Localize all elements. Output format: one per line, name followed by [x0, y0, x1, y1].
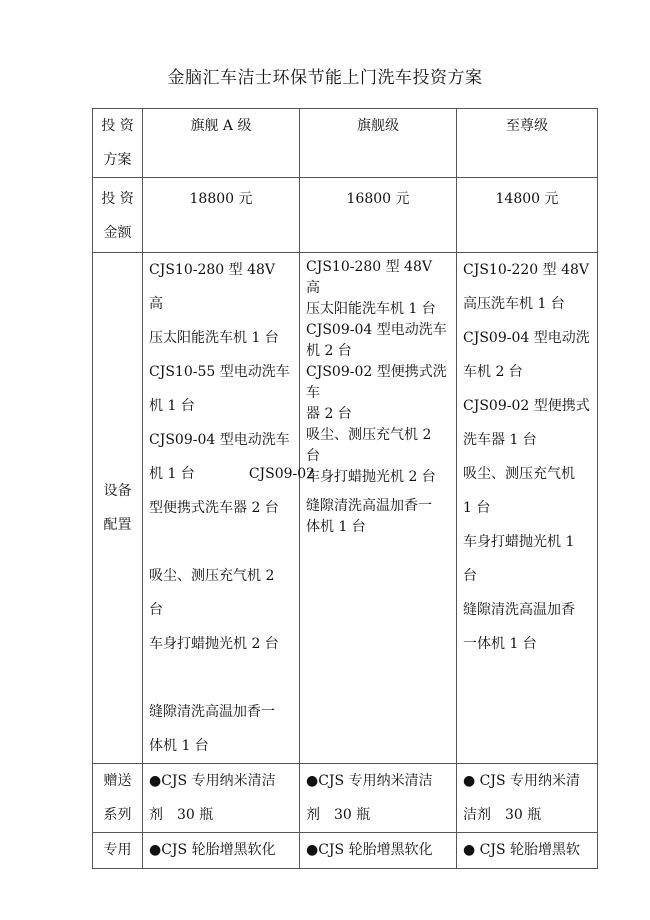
- row-header-amount: [93, 178, 143, 253]
- equipment-line: CJS09-02 型便携式: [463, 398, 590, 414]
- equipment-line: 吸尘、测压充气机 2: [306, 427, 432, 443]
- spacer: [306, 488, 450, 496]
- equipment-line: 吸尘、测压充气机 2: [149, 568, 275, 584]
- row-label-equipment: 设备 配置: [103, 483, 132, 533]
- table-row-gift: [93, 764, 598, 833]
- spacer: [149, 525, 293, 559]
- equipment-line: 缝隙清洗高温加香: [463, 602, 575, 618]
- document-title: 金脑汇车洁士环保节能上门洗车投资方案: [167, 68, 483, 88]
- row-header-special: [93, 833, 143, 869]
- equipment-line: 高压洗车机 1 台: [463, 296, 565, 312]
- equipment-line: 车身打蜡抛光机 2 台: [306, 469, 436, 485]
- gift-line: 剂 30 瓶: [149, 807, 214, 823]
- row-header-plan: [93, 109, 143, 178]
- row-label-gift: 赠送 系列: [103, 773, 132, 823]
- gift-line: ● CJS 专用纳米清: [463, 773, 581, 789]
- plan-col-3: 至尊级: [457, 109, 598, 178]
- row-label-amount: 投 资 金额: [101, 191, 134, 241]
- equipment-line: CJS10-55 型电动洗车: [149, 364, 290, 380]
- equipment-line: CJS09-04 型电动洗: [463, 330, 590, 346]
- equipment-line: 器 2 台: [306, 406, 352, 422]
- equipment-line: 压太阳能洗车机 1 台: [149, 330, 279, 346]
- equipment-line: CJS10-280 型 48V 高: [149, 262, 276, 312]
- equipment-line: 体机 1 台: [149, 738, 209, 754]
- equipment-col-2: [300, 253, 457, 764]
- equipment-line: 缝隙清洗高温加香一: [149, 704, 275, 720]
- equipment-line-split: [149, 457, 316, 491]
- equipment-line: CJS09-04 型电动洗车: [149, 432, 290, 448]
- equipment-line: 一体机 1 台: [463, 636, 537, 652]
- equipment-line: 型便携式洗车器 2 台: [149, 500, 279, 516]
- plan-col-2: 旗舰级: [300, 109, 457, 178]
- equipment-line: 台: [463, 568, 477, 584]
- row-header-equipment: [93, 253, 143, 764]
- equipment-line: 洗车器 1 台: [463, 432, 537, 448]
- amount-col-3: 14800 元: [457, 178, 598, 253]
- special-col-1: ●CJS 轮胎增黑软化: [143, 833, 300, 869]
- equipment-line: 车身打蜡抛光机 2 台: [149, 636, 279, 652]
- gift-line: ●CJS 专用纳米清洁: [149, 773, 276, 789]
- equipment-line: 车机 2 台: [463, 364, 523, 380]
- equipment-line: 压太阳能洗车机 1 台: [306, 301, 436, 317]
- equipment-line: 车身打蜡抛光机 1: [463, 534, 575, 550]
- equipment-line: 机 1 台: [149, 466, 195, 482]
- equipment-line: 吸尘、测压充气机: [463, 466, 575, 482]
- gift-col-3: [457, 764, 598, 833]
- equipment-line: CJS09-02 型便携式洗车: [306, 364, 447, 401]
- equipment-line: 缝隙清洗高温加香一: [306, 498, 432, 514]
- equipment-line: 1 台: [463, 500, 491, 516]
- amount-col-1: 18800 元: [143, 178, 300, 253]
- gift-line: 剂 30 瓶: [306, 807, 371, 823]
- gift-col-2: [300, 764, 457, 833]
- equipment-line: CJS09-02: [248, 466, 316, 482]
- equipment-col-1: [143, 253, 316, 764]
- equipment-line: CJS10-280 型 48V 高: [306, 259, 433, 296]
- gift-line: ●CJS 专用纳米清洁: [306, 773, 433, 789]
- equipment-line: CJS10-220 型 48V: [463, 262, 590, 278]
- equipment-line: 体机 1 台: [306, 519, 366, 535]
- equipment-line: 机 2 台: [306, 343, 352, 359]
- investment-plan-table: [92, 108, 598, 869]
- equipment-line: 台: [306, 448, 320, 464]
- plan-col-1: 旗舰 A 级: [143, 109, 300, 178]
- equipment-col-3: [457, 253, 598, 764]
- spacer: [149, 661, 293, 695]
- row-header-gift: [93, 764, 143, 833]
- table-row-special: [93, 833, 598, 869]
- row-label-plan: 投 资 方案: [101, 118, 134, 168]
- table-row-amount: [93, 178, 598, 253]
- gift-col-1: [143, 764, 300, 833]
- equipment-line: 机 1 台: [149, 398, 195, 414]
- table-row-equipment: [93, 253, 598, 764]
- table-row-plan: [93, 109, 598, 178]
- special-col-3: ● CJS 轮胎增黑软: [457, 833, 598, 869]
- equipment-line: CJS09-04 型电动洗车: [306, 322, 447, 338]
- equipment-line: 台: [149, 602, 163, 618]
- special-col-2: ●CJS 轮胎增黑软化: [300, 833, 457, 869]
- gift-line: 洁剂 30 瓶: [463, 807, 542, 823]
- row-label-special: 专用: [103, 842, 132, 858]
- amount-col-2: 16800 元: [300, 178, 457, 253]
